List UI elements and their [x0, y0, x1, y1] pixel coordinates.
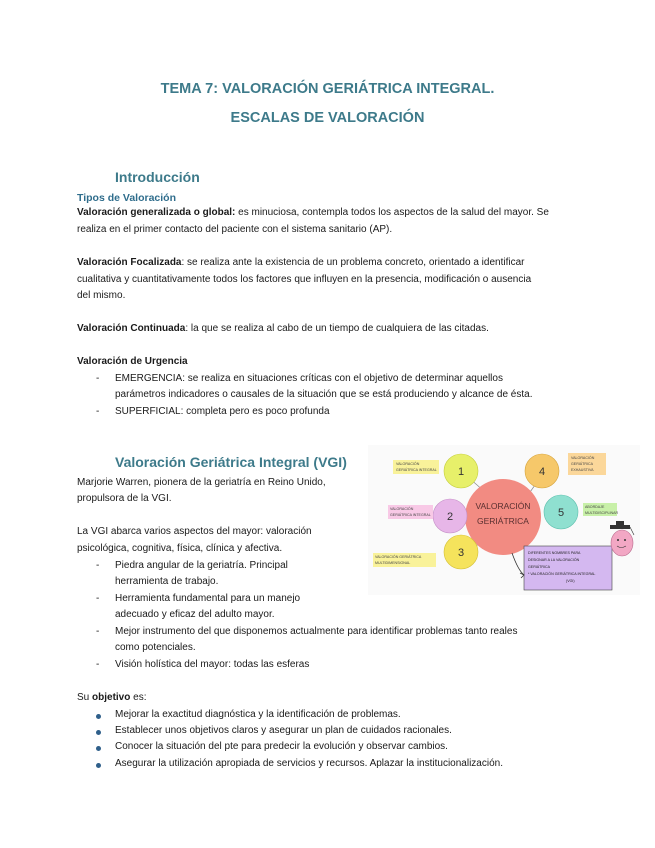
vgi-p2b: psicológica, cognitiva, física, clínica y afectiva. [77, 543, 283, 554]
dash-marker: - [96, 593, 100, 604]
diagram-number-1: 1 [457, 466, 465, 478]
tipos-valoracion-subheading: Tipos de Valoración [77, 192, 177, 204]
continua-paragraph [77, 321, 489, 338]
dash-marker: - [96, 659, 100, 670]
focal-text-1: : se realiza ante la existencia de un problema concreto, orientado a identificar [181, 257, 525, 268]
diagram-note-1: DIFERENTES NOMBRES PARA [528, 551, 581, 555]
vgi-item-1b: herramienta de trabajo. [115, 576, 219, 587]
focal-text-3: del mismo. [77, 290, 126, 301]
urgencia-item-2: SUPERFICIAL: completa pero es poco profunda [115, 406, 330, 417]
objetivo-item-1: Mejorar la exactitud diagnóstica y la identificación de problemas. [115, 709, 401, 720]
diagram-label-5a: ABORDAJE [585, 505, 605, 509]
diagram-note-3: GERIÁTRICA [528, 565, 550, 569]
diagram-number-5: 5 [557, 507, 565, 519]
diagram-label-1b: GERIÁTRICA INTEGRAL [396, 468, 437, 472]
diagram-label-4c: EXHAUSTIVA [571, 468, 594, 472]
objetivo-intro-a: Su [77, 692, 93, 703]
general-text-1: es minuciosa, contempla todos los aspectos de la salud del mayor. Se [235, 207, 549, 218]
vgi-p1b: propulsora de la VGI. [77, 493, 172, 504]
diagram-label-3b: MULTIDIMENSIONAL [375, 561, 411, 565]
vgi-item-2a: Herramienta fundamental para un manejo [115, 593, 301, 604]
urgencia-item-1a: EMERGENCIA: se realiza en situaciones críticas con el objetivo de determinar aquellos [115, 373, 503, 384]
diagram-label-4b: GERIÁTRICA [571, 462, 593, 466]
diagram-note-4: * VALORACIÓN GERIÁTRICA INTEGRAL [528, 572, 596, 576]
vgi-item-3b: como potenciales. [115, 642, 196, 653]
diagram-label-2b: GERIÁTRICA INTEGRAL [390, 513, 431, 517]
objetivo-item-3: Conocer la situación del pte para predecir la evolución y observar cambios. [115, 741, 448, 752]
diagram-label-4a: VALORACIÓN [571, 456, 595, 460]
vgi-p1a: Marjorie Warren, pionera de la geriatría en Reino Unido, [77, 477, 326, 488]
continua-label: Valoración Continuada [77, 323, 186, 334]
diagram-number-2: 2 [446, 511, 454, 523]
diagram-label-2a: VALORACIÓN [390, 507, 414, 511]
diagram-number-3: 3 [457, 547, 465, 559]
diagram-note-2: DESIGNAR A LA VALORACIÓN [528, 558, 580, 562]
bullet-dot [96, 730, 101, 735]
intro-heading: Introducción [115, 169, 200, 185]
vgi-item-2b: adecuado y eficaz del adulto mayor. [115, 609, 275, 620]
urgencia-label: Valoración de Urgencia [77, 356, 188, 367]
dash-marker: - [96, 373, 100, 384]
continua-text: : la que se realiza al cabo de un tiempo de cualquiera de las citadas. [185, 323, 489, 334]
urgencia-item-1b: parámetros indicadores o causales de la situación que se está produciendo y alcance de ésta. [115, 389, 533, 400]
bullet-dot [96, 746, 101, 751]
valoracion-geriatrica-diagram [368, 445, 640, 595]
vgi-item-3a: Mejor instrumento del que disponemos actualmente para identificar problemas tanto reales [115, 626, 518, 637]
dash-marker: - [96, 406, 100, 417]
focal-paragraph [77, 255, 524, 272]
focal-text-2: cualitativa y cuantitativamente todos los factores que influyen en la presencia, modificación o ausencia [77, 274, 532, 285]
vgi-heading: Valoración Geriátrica Integral (VGI) [115, 454, 347, 470]
bullet-dot [96, 714, 101, 719]
diagram-label-1a: VALORACIÓN [396, 462, 420, 466]
vgi-p2a: La VGI abarca varios aspectos del mayor: valoración [77, 526, 312, 537]
urgencia-paragraph [77, 354, 188, 371]
diagram-label-5b: MULTIDISCIPLINAR [585, 511, 619, 515]
diagram-center-label-2: GERIÁTRICA [477, 516, 529, 526]
objetivo-item-2: Establecer unos objetivos claros y asegurar un plan de cuidados racionales. [115, 725, 452, 736]
diagram-center-label-1: VALORACIÓN [475, 501, 531, 511]
diagram-label-3a: VALORACIÓN GERIÁTRICA [375, 555, 422, 559]
focal-label: Valoración Focalizada [77, 257, 182, 268]
page-title-line-1: TEMA 7: VALORACIÓN GERIÁTRICA INTEGRAL. [160, 81, 495, 97]
objetivo-intro-b: objetivo [92, 692, 131, 703]
objetivo-intro [77, 690, 146, 707]
page-title-line-2: ESCALAS DE VALORACIÓN [230, 110, 425, 126]
general-text-2: realiza en el primer contacto del paciente con el sistema sanitario (AP). [77, 224, 393, 235]
diagram-number-4: 4 [538, 466, 546, 478]
dash-marker: - [96, 626, 100, 637]
dash-marker: - [96, 560, 100, 571]
general-paragraph [77, 205, 549, 222]
diagram-note-5: (VGI) [566, 579, 575, 583]
objetivo-intro-c: es: [130, 692, 147, 703]
vgi-item-4: Visión holística del mayor: todas las esferas [115, 659, 310, 670]
bullet-dot [96, 763, 101, 768]
objetivo-item-4: Asegurar la utilización apropiada de servicios y recursos. Aplazar la institucionalización. [115, 758, 503, 769]
vgi-item-1a: Piedra angular de la geriatría. Principal [115, 560, 288, 571]
general-label: Valoración generalizada o global: [77, 207, 236, 218]
